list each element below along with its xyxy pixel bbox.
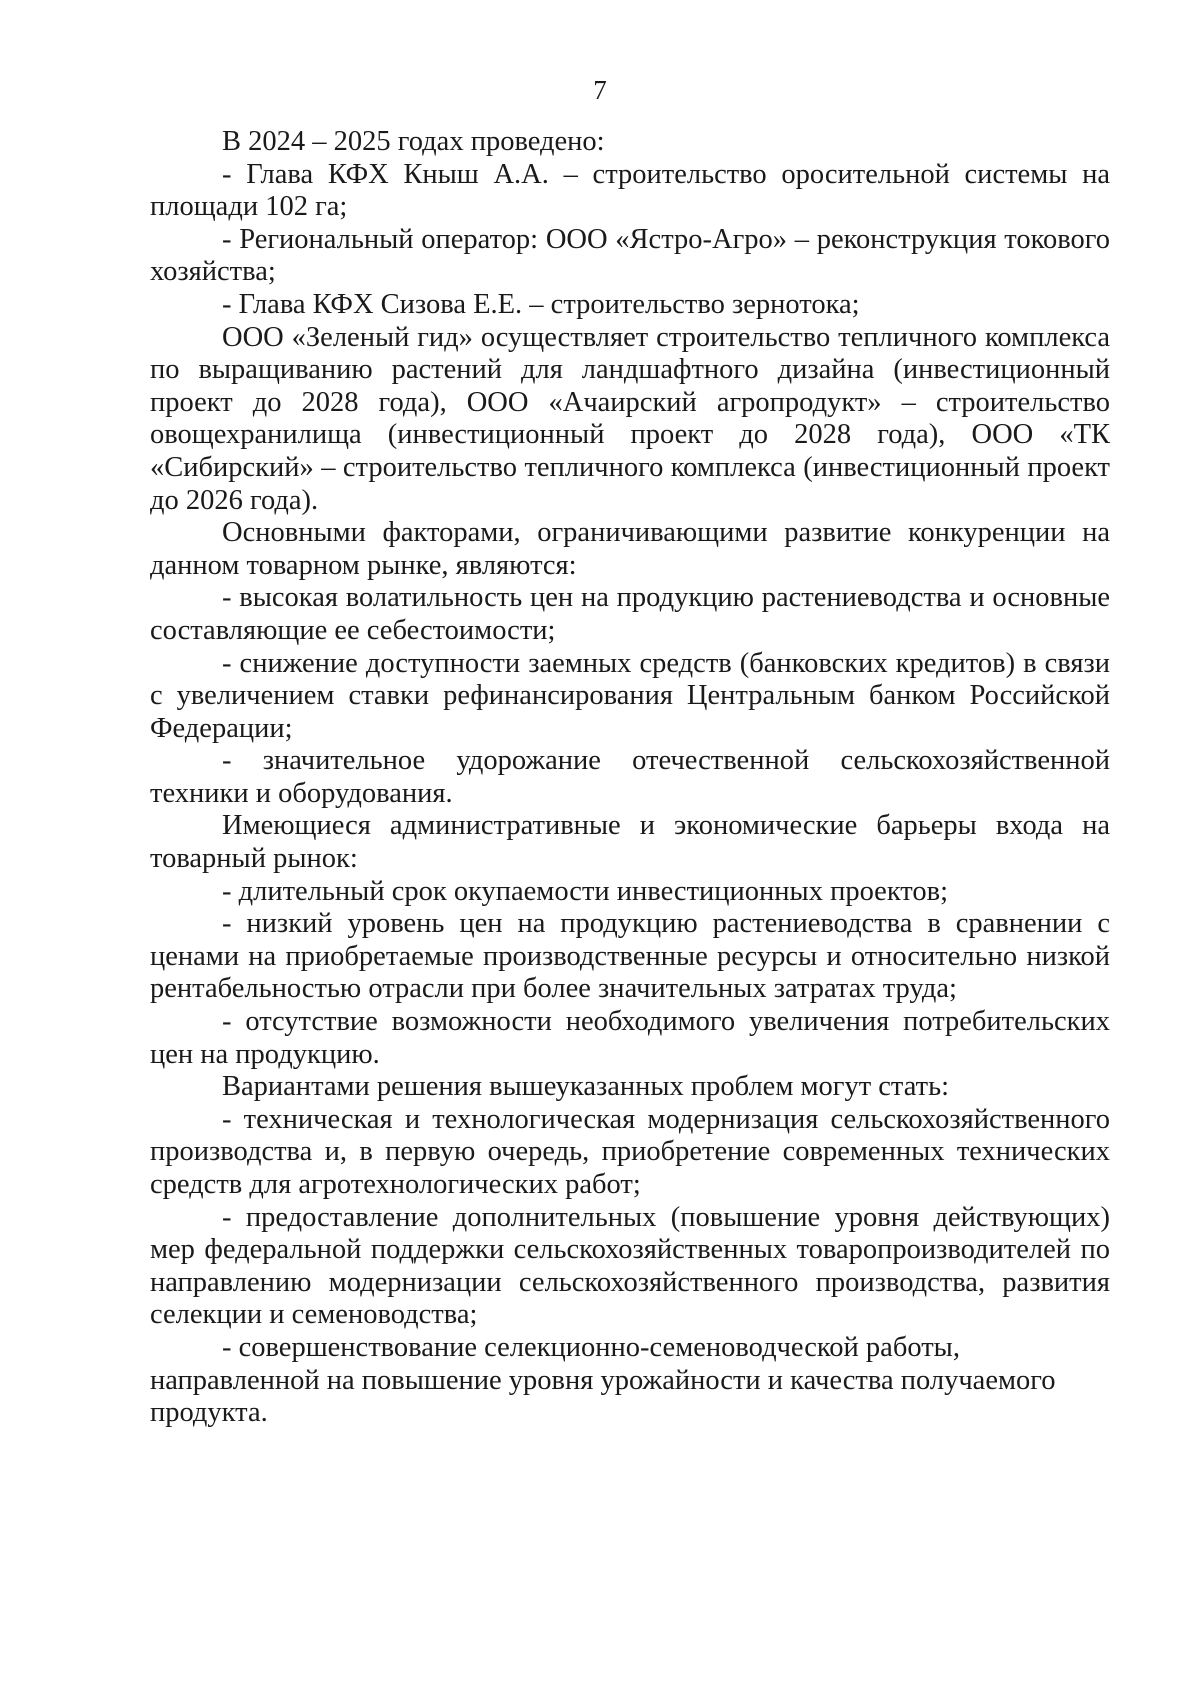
list-item: - снижение доступности заемных средств (банковских кредитов) в связи с увеличением ставки рефинансирования Центральным банком Российской Федерации; — [150, 647, 1110, 744]
document-body — [150, 126, 1110, 1430]
list-item: - высокая волатильность цен на продукцию растениеводства и основные составляющие ее себестоимости; — [150, 582, 1110, 646]
list-item: - Глава КФХ Кныш А.А. – строительство оросительной системы на площади 102 га; — [150, 158, 1110, 223]
paragraph-solutions: Вариантами решения вышеуказанных проблем могут стать: — [222, 1071, 950, 1103]
list-item: - Глава КФХ Сизова Е.Е. – строительство зернотока; — [222, 288, 860, 320]
list-item: - длительный срок окупаемости инвестиционных проектов; — [222, 875, 948, 907]
page-number: 7 — [593, 75, 607, 105]
list-item: - совершенствование селекционно-семеноводческой работы, направленной на повышение уровня урожайности и качества получаемого продукта. — [150, 1331, 1056, 1429]
list-item: - Региональный оператор: ООО «Ястро-Агро» – реконструкция токового хозяйства; — [150, 223, 1110, 288]
paragraph-limiting-factors: Основными факторами, ограничивающими развитие конкуренции на данном товарном рынке, являются: — [150, 517, 1110, 581]
paragraph-entry-barriers: Имеющиеся административные и экономические барьеры входа на товарный рынок: — [150, 810, 1110, 875]
list-item: - низкий уровень цен на продукцию растениеводства в сравнении с ценами на приобретаемые производственные ресурсы и относительно низкой рентабельностью отрасли при более значительных затратах труда; — [150, 908, 1110, 1005]
list-item: - предоставление дополнительных (повышение уровня действующих) мер федеральной поддержки сельскохозяйственных товаропроизводителей по направлению модернизации сельскохозяйственного производства, развития селекции и семеноводства; — [150, 1201, 1110, 1331]
list-item: - отсутствие возможности необходимого увеличения потребительских цен на продукцию. — [150, 1006, 1110, 1070]
paragraph-investment-projects: ООО «Зеленый гид» осуществляет строительство тепличного комплекса по выращиванию растений для ландшафтного дизайна (инвестиционный проект до 2028 года), ООО «Ачаирский агропродукт» – строительство овощехранилища (инвестиционный проект до 2028 года), ООО «ТК «Сибирский» – строительство тепличного комплекса (инвестиционный проект до 2026 года). — [150, 321, 1110, 516]
paragraph-intro: В 2024 – 2025 годах проведено: — [222, 126, 605, 157]
list-item: - значительное удорожание отечественной сельскохозяйственной техники и оборудования. — [150, 745, 1110, 809]
list-item: - техническая и технологическая модернизация сельскохозяйственного производства и, в первую очередь, приобретение современных технических средств для агротехнологических работ; — [150, 1103, 1110, 1200]
